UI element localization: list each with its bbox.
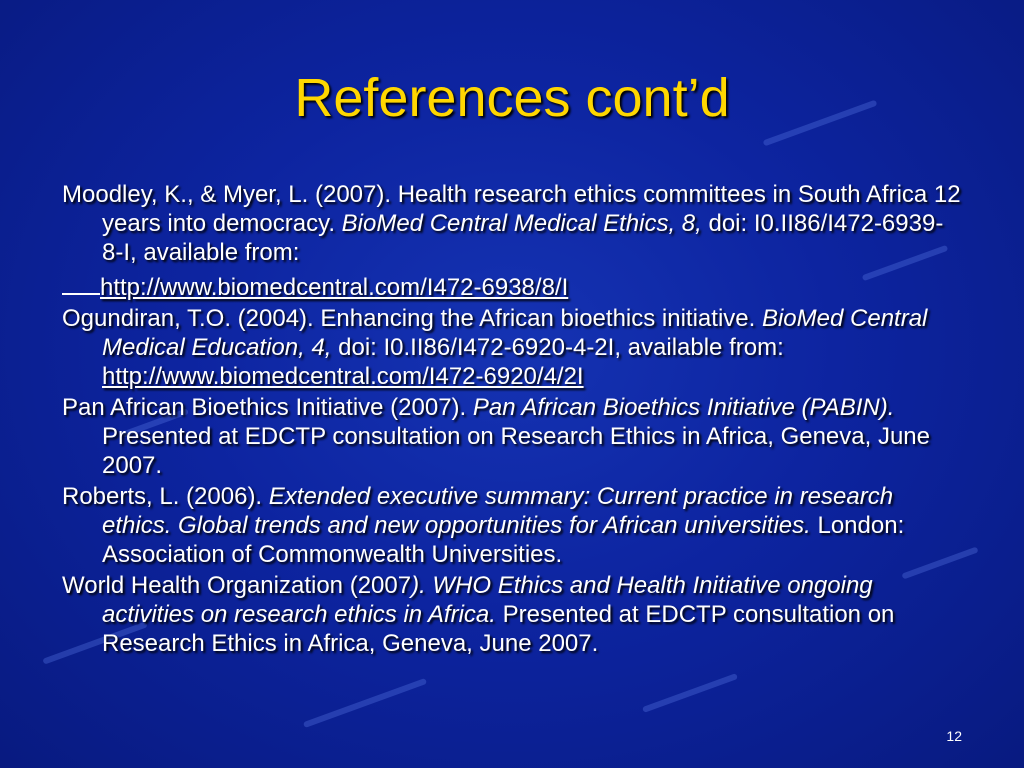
reference-text: Ogundiran, T.O. (2004). Enhancing the African bioethics initiative. [62,305,762,332]
reference-doi: doi: I0.II86/I472-6920-4-2I, available from: [331,334,784,361]
reference-text: Moodley, K., & Myer, L. (2007). Health research ethics committees in South Africa 12 years into democracy. [62,181,961,237]
reference-link[interactable]: http://www.biomedcentral.com/I472-6920/4/2I [102,363,584,390]
reference-url-line [102,271,962,302]
reference-item [62,571,962,658]
underline-lead [62,271,100,295]
reference-title: Extended executive summary: Current practice in research ethics. Global trends and new opportunities for African universities. [102,483,894,539]
reference-detail: Presented at EDCTP consultation on Research Ethics in Africa, Geneva, June 2007. [102,601,895,657]
reference-item [62,304,962,391]
reference-detail: London: Association of Commonwealth Universities. [102,512,905,568]
reference-title: ). WHO Ethics and Health Initiative ongoing activities on research ethics in Africa. [102,572,873,628]
reference-text: Roberts, L. (2006). [62,483,269,510]
reference-link[interactable]: http://www.biomedcentral.com/I472-6938/8/I [100,274,569,301]
reference-item [62,393,962,480]
reference-list [62,180,962,660]
reference-item [62,482,962,569]
reference-text: Pan African Bioethics Initiative (2007). [62,394,473,421]
background-streak [303,678,427,728]
background-streak [642,673,738,713]
reference-doi: doi: I0.II86/I472-6939-8-I, available from: [102,210,944,266]
reference-title: Pan African Bioethics Initiative (PABIN). [472,394,895,421]
reference-text: World Health Organization (2007 [62,572,412,599]
reference-detail: Presented at EDCTP consultation on Research Ethics in Africa, Geneva, June 2007. [102,423,930,479]
page-number: 12 [946,728,962,744]
reference-item [62,180,962,302]
slide-title: References cont’d [294,68,730,128]
reference-journal: BioMed Central Medical Education, 4, [102,305,928,361]
reference-journal: BioMed Central Medical Ethics, 8, [341,210,702,237]
